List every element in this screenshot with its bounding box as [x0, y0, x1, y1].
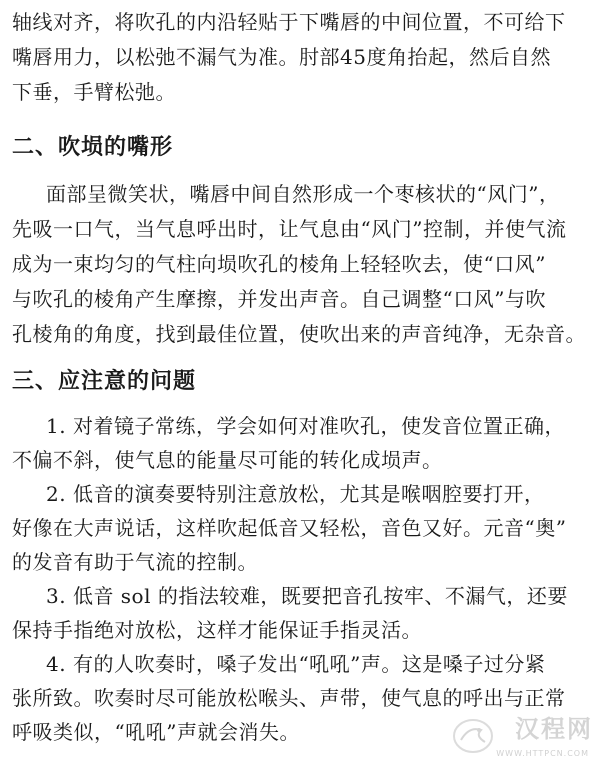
text-line: 与吹孔的棱角产生摩擦，并发出声音。自己调整“口风”与吹: [12, 287, 546, 311]
text-line: 孔棱角的角度，找到最佳位置，使吹出来的声音纯净，无杂音。: [12, 322, 586, 346]
list-item-line: 呼吸类似，“吼吼”声就会消失。: [12, 720, 300, 744]
list-item-line: 3. 低音 sol 的指法较难，既要把音孔按牢、不漏气，还要: [46, 584, 568, 608]
text-line: 嘴唇用力，以松弛不漏气为准。肘部45度角抬起，然后自然: [12, 45, 551, 69]
watermark-text: 汉程网: [515, 715, 593, 743]
text-line: 下垂，手臂松弛。: [12, 80, 176, 104]
text-line: 成为一束均匀的气柱向埙吹孔的棱角上轻轻吹去，使“口风”: [12, 252, 546, 276]
list-item-line: 4. 有的人吹奏时，嗓子发出“吼吼”声。这是嗓子过分紧: [46, 652, 546, 676]
section-heading: 三、应注意的问题: [12, 368, 197, 394]
text-line: 先吸一口气，当气息呼出时，让气息由“风门”控制，并使气流: [12, 217, 567, 241]
list-item-line: 保持手指绝对放松，这样才能保证手指灵活。: [12, 618, 422, 642]
text-line: 面部呈微笑状，嘴唇中间自然形成一个枣核状的“风门”，: [46, 182, 560, 206]
watermark-logo-icon: [451, 716, 495, 756]
text-line: 轴线对齐，将吹孔的内沿轻贴于下嘴唇的中间位置，不可给下: [12, 10, 566, 34]
watermark: [449, 710, 599, 758]
list-item-line: 的发音有助于气流的控制。: [12, 550, 258, 574]
section-heading: 二、吹埙的嘴形: [12, 134, 174, 160]
list-item-line: 好像在大声说话，这样吹起低音又轻松，音色又好。元音“奥”: [12, 516, 567, 540]
list-item-line: 张所致。吹奏时尽可能放松喉头、声带，使气息的呼出与正常: [12, 686, 566, 710]
list-item-line: 2. 低音的演奏要特别注意放松，尤其是喉咽腔要打开，: [46, 482, 545, 506]
list-item-line: 1. 对着镜子常练，学会如何对准吹孔，使发音位置正确，: [46, 414, 565, 438]
list-item-line: 不偏不斜，使气息的能量尽可能的转化成埙声。: [12, 448, 443, 472]
watermark-url: WWW.HTTPCN.COM: [496, 749, 589, 758]
